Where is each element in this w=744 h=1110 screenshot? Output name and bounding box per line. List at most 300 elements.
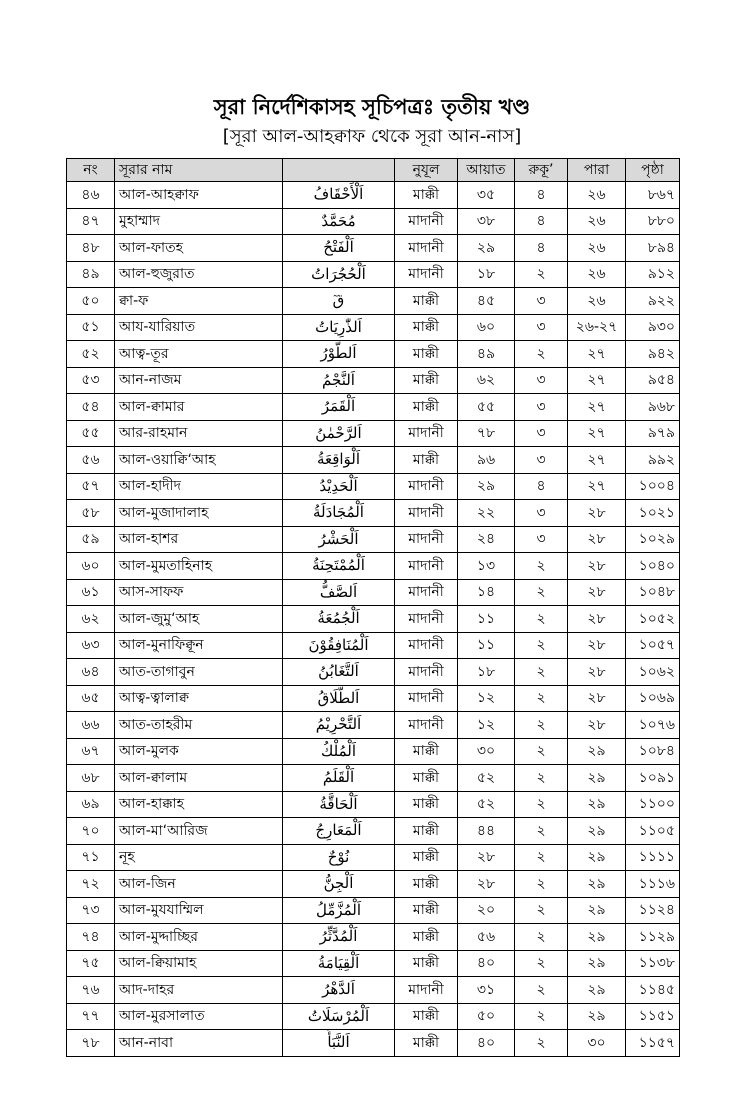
- ruku-count: ২: [515, 924, 568, 951]
- table-body: [67, 182, 680, 1057]
- surah-number: ৫২: [67, 341, 115, 368]
- surah-name: আল-ওয়াক্বি‘আহ: [115, 447, 283, 474]
- ayat-count: ১২: [458, 685, 515, 712]
- page-number: ১১৩৮: [626, 950, 680, 977]
- revelation-type: মাদানী: [395, 579, 458, 606]
- ayat-count: ৫২: [458, 765, 515, 792]
- ruku-count: ৪: [515, 182, 568, 209]
- table-row: [67, 818, 680, 845]
- ruku-count: ৩: [515, 526, 568, 553]
- surah-arabic-name: اَلصَّفُّ: [283, 579, 395, 606]
- surah-arabic-name: اَلرَّحْمٰنُ: [283, 420, 395, 447]
- table-row: [67, 1003, 680, 1030]
- surah-number: ৬৪: [67, 659, 115, 686]
- ayat-count: ১৮: [458, 261, 515, 288]
- surah-name: আল-মুজাদালাহ: [115, 500, 283, 527]
- table-row: [67, 1030, 680, 1057]
- ruku-count: ৩: [515, 420, 568, 447]
- ayat-count: ৬২: [458, 367, 515, 394]
- surah-name: আল-আহক্বাফ: [115, 182, 283, 209]
- ruku-count: ২: [515, 553, 568, 580]
- table-row: [67, 871, 680, 898]
- page-number: ১০৫৭: [626, 632, 680, 659]
- revelation-type: মাক্কী: [395, 1003, 458, 1030]
- surah-number: ৫৩: [67, 367, 115, 394]
- surah-name: আল-ক্বিয়ামাহ: [115, 950, 283, 977]
- para-number: ২৬: [568, 261, 626, 288]
- para-number: ২৬: [568, 288, 626, 315]
- revelation-type: মাদানী: [395, 685, 458, 712]
- revelation-type: মাক্কী: [395, 791, 458, 818]
- revelation-type: মাদানী: [395, 632, 458, 659]
- page-subtitle: [সূরা আল-আহক্বাফ থেকে সূরা আন-নাস]: [222, 126, 522, 147]
- ruku-count: ২: [515, 685, 568, 712]
- page-number: ১০২১: [626, 500, 680, 527]
- surah-index-table: [66, 158, 680, 1057]
- page-title: সূরা নির্দেশিকাসহ সূচিপত্রঃ তৃতীয় খণ্ড: [213, 95, 531, 119]
- revelation-type: মাক্কী: [395, 871, 458, 898]
- revelation-type: মাক্কী: [395, 818, 458, 845]
- ayat-count: ১৮: [458, 659, 515, 686]
- ruku-count: ২: [515, 606, 568, 633]
- para-number: ২৬: [568, 208, 626, 235]
- revelation-type: মাদানী: [395, 208, 458, 235]
- revelation-type: মাদানী: [395, 420, 458, 447]
- para-number: ২৮: [568, 579, 626, 606]
- para-number: ২৯: [568, 897, 626, 924]
- surah-number: ৭১: [67, 844, 115, 871]
- page-number: ১১১৬: [626, 871, 680, 898]
- surah-number: ৪৬: [67, 182, 115, 209]
- surah-number: ৫০: [67, 288, 115, 315]
- surah-arabic-name: اَلنَّبَأُ: [283, 1030, 395, 1057]
- table-row: [67, 526, 680, 553]
- surah-name: আদ-দাহর: [115, 977, 283, 1004]
- page-number: ৮৬৭: [626, 182, 680, 209]
- surah-arabic-name: اَلنَّجْمُ: [283, 367, 395, 394]
- table-header-row: [67, 159, 680, 182]
- surah-name: ক্বা-ফ: [115, 288, 283, 315]
- page-number: ৯১২: [626, 261, 680, 288]
- para-number: ২৭: [568, 367, 626, 394]
- surah-number: ৭২: [67, 871, 115, 898]
- surah-name: আল-ক্বামার: [115, 394, 283, 421]
- surah-arabic-name: اَلدَّهْرُ: [283, 977, 395, 1004]
- revelation-type: মাক্কী: [395, 844, 458, 871]
- surah-number: ৭৮: [67, 1030, 115, 1057]
- surah-number: ৫৭: [67, 473, 115, 500]
- table-row: [67, 606, 680, 633]
- surah-number: ৬০: [67, 553, 115, 580]
- surah-name: মুহাম্মাদ: [115, 208, 283, 235]
- surah-name: আল-জিন: [115, 871, 283, 898]
- page-number: ১১৫১: [626, 1003, 680, 1030]
- ruku-count: ২: [515, 871, 568, 898]
- table-row: [67, 950, 680, 977]
- table-row: [67, 367, 680, 394]
- para-number: ২৭: [568, 341, 626, 368]
- para-number: ২৭: [568, 447, 626, 474]
- ruku-count: ৩: [515, 500, 568, 527]
- surah-arabic-name: اَلْحَاقَّةُ: [283, 791, 395, 818]
- ruku-count: ২: [515, 1003, 568, 1030]
- ruku-count: ২: [515, 261, 568, 288]
- para-number: ২৮: [568, 553, 626, 580]
- surah-number: ৭৭: [67, 1003, 115, 1030]
- ayat-count: ৫৬: [458, 924, 515, 951]
- revelation-type: মাদানী: [395, 261, 458, 288]
- surah-arabic-name: اَلْحَدِيْدُ: [283, 473, 395, 500]
- para-number: ২৯: [568, 844, 626, 871]
- header-revelation: নুযূল: [395, 159, 458, 182]
- table-row: [67, 924, 680, 951]
- revelation-type: মাক্কী: [395, 182, 458, 209]
- para-number: ২৯: [568, 1003, 626, 1030]
- para-number: ২৯: [568, 871, 626, 898]
- surah-name: আল-হুজুরাত: [115, 261, 283, 288]
- ayat-count: ২৮: [458, 844, 515, 871]
- surah-number: ৪৭: [67, 208, 115, 235]
- surah-number: ৫৮: [67, 500, 115, 527]
- table-row: [67, 314, 680, 341]
- page-number: ১১০৫: [626, 818, 680, 845]
- surah-name: আস-সাফফ: [115, 579, 283, 606]
- table-row: [67, 447, 680, 474]
- ayat-count: ৩৮: [458, 208, 515, 235]
- revelation-type: মাক্কী: [395, 738, 458, 765]
- table-row: [67, 473, 680, 500]
- surah-arabic-name: اَلْمُمْتَحِنَةُ: [283, 553, 395, 580]
- surah-name: আল-জুমু‘আহ: [115, 606, 283, 633]
- ruku-count: ৩: [515, 367, 568, 394]
- table-row: [67, 579, 680, 606]
- surah-number: ৭৫: [67, 950, 115, 977]
- surah-arabic-name: اَلْفَتْحُ: [283, 235, 395, 262]
- ruku-count: ৩: [515, 314, 568, 341]
- surah-name: আল-ক্বালাম: [115, 765, 283, 792]
- surah-name: আন-নাজম: [115, 367, 283, 394]
- header-ruku: রুকূ’: [515, 159, 568, 182]
- ruku-count: ২: [515, 844, 568, 871]
- para-number: ২৮: [568, 632, 626, 659]
- header-para: পারা: [568, 159, 626, 182]
- surah-number: ৫৬: [67, 447, 115, 474]
- revelation-type: মাক্কী: [395, 394, 458, 421]
- ayat-count: ৩০: [458, 738, 515, 765]
- ayat-count: ৩৫: [458, 182, 515, 209]
- surah-arabic-name: اَلْمُجَادَلَةُ: [283, 500, 395, 527]
- page-number: ৯৪২: [626, 341, 680, 368]
- para-number: ২৯: [568, 924, 626, 951]
- surah-name: আল-মুদ্দাচ্ছির: [115, 924, 283, 951]
- surah-arabic-name: اَلْجِنُّ: [283, 871, 395, 898]
- surah-name: আল-হাক্কাহ: [115, 791, 283, 818]
- surah-arabic-name: اَلتَّغَابُنُ: [283, 659, 395, 686]
- ayat-count: ২৯: [458, 473, 515, 500]
- surah-number: ৫৪: [67, 394, 115, 421]
- revelation-type: মাদানী: [395, 659, 458, 686]
- ruku-count: ২: [515, 765, 568, 792]
- page-number: ৯৩০: [626, 314, 680, 341]
- surah-name: আল-হাশর: [115, 526, 283, 553]
- page-number: ১০৯১: [626, 765, 680, 792]
- surah-name: আল-মুনাফিক্বূন: [115, 632, 283, 659]
- page-number: ১০৮৪: [626, 738, 680, 765]
- table-row: [67, 659, 680, 686]
- ayat-count: ২৮: [458, 871, 515, 898]
- ruku-count: ২: [515, 791, 568, 818]
- page-number: ১০২৯: [626, 526, 680, 553]
- para-number: ২৮: [568, 606, 626, 633]
- revelation-type: মাক্কী: [395, 341, 458, 368]
- page-number: ১০৪০: [626, 553, 680, 580]
- ruku-count: ৪: [515, 473, 568, 500]
- page-number: ১১৪৫: [626, 977, 680, 1004]
- surah-name: আল-মুমতাহিনাহ: [115, 553, 283, 580]
- ayat-count: ৫০: [458, 1003, 515, 1030]
- surah-arabic-name: قٓ: [283, 288, 395, 315]
- surah-name: আল-ফাতহ: [115, 235, 283, 262]
- surah-name: আল-মুলক: [115, 738, 283, 765]
- ayat-count: ৪০: [458, 950, 515, 977]
- revelation-type: মাদানী: [395, 473, 458, 500]
- ayat-count: ১২: [458, 712, 515, 739]
- page-number: ১১২৯: [626, 924, 680, 951]
- surah-arabic-name: اَلطَّلَاقُ: [283, 685, 395, 712]
- header-page: পৃষ্ঠা: [626, 159, 680, 182]
- page-number: ৯৯২: [626, 447, 680, 474]
- ayat-count: ৪৫: [458, 288, 515, 315]
- ayat-count: ১১: [458, 632, 515, 659]
- surah-number: ৫৯: [67, 526, 115, 553]
- ruku-count: ২: [515, 659, 568, 686]
- ayat-count: ৫৫: [458, 394, 515, 421]
- ayat-count: ৩১: [458, 977, 515, 1004]
- surah-arabic-name: اَلْمُدَّثِّرُ: [283, 924, 395, 951]
- surah-name: আল-মুযযাম্মিল: [115, 897, 283, 924]
- ayat-count: ৪৪: [458, 818, 515, 845]
- table-row: [67, 844, 680, 871]
- surah-arabic-name: اَلْمَعَارِجُ: [283, 818, 395, 845]
- surah-number: ৭৪: [67, 924, 115, 951]
- surah-name: আত্ব-ত্বালাক্ব: [115, 685, 283, 712]
- surah-name: আত-তাহরীম: [115, 712, 283, 739]
- ayat-count: ১৩: [458, 553, 515, 580]
- surah-arabic-name: اَلْمُنَافِقُوْنَ: [283, 632, 395, 659]
- para-number: ২৮: [568, 712, 626, 739]
- para-number: ২৮: [568, 685, 626, 712]
- page-number: ৯২২: [626, 288, 680, 315]
- page-number: ১০৬৯: [626, 685, 680, 712]
- surah-number: ৭৩: [67, 897, 115, 924]
- para-number: ২৬-২৭: [568, 314, 626, 341]
- surah-arabic-name: اَلْأَحْقَافُ: [283, 182, 395, 209]
- surah-number: ৬৩: [67, 632, 115, 659]
- surah-name: নূহ: [115, 844, 283, 871]
- ruku-count: ২: [515, 950, 568, 977]
- revelation-type: মাক্কী: [395, 897, 458, 924]
- ruku-count: ৩: [515, 447, 568, 474]
- surah-name: আল-হাদীদ: [115, 473, 283, 500]
- para-number: ২৯: [568, 791, 626, 818]
- page-number: ৮৮০: [626, 208, 680, 235]
- ayat-count: ২৯: [458, 235, 515, 262]
- surah-arabic-name: اَلتَّحْرِيْمُ: [283, 712, 395, 739]
- para-number: ২৭: [568, 473, 626, 500]
- revelation-type: মাক্কী: [395, 950, 458, 977]
- header-name: সূরার নাম: [115, 159, 283, 182]
- surah-name: আত্ব-তূর: [115, 341, 283, 368]
- header-num: নং: [67, 159, 115, 182]
- page-number: ১০৭৬: [626, 712, 680, 739]
- table-row: [67, 632, 680, 659]
- para-number: ২৬: [568, 182, 626, 209]
- page-number: ১১২৪: [626, 897, 680, 924]
- ruku-count: ২: [515, 818, 568, 845]
- revelation-type: মাদানী: [395, 606, 458, 633]
- table-row: [67, 977, 680, 1004]
- ruku-count: ২: [515, 897, 568, 924]
- ruku-count: ৩: [515, 394, 568, 421]
- surah-name: আত-তাগাবুন: [115, 659, 283, 686]
- ruku-count: ২: [515, 977, 568, 1004]
- ayat-count: ২২: [458, 500, 515, 527]
- surah-arabic-name: اَلْجُمُعَةُ: [283, 606, 395, 633]
- surah-number: ৭৬: [67, 977, 115, 1004]
- header-ayat: আয়াত: [458, 159, 515, 182]
- surah-number: ৪৯: [67, 261, 115, 288]
- para-number: ৩০: [568, 1030, 626, 1057]
- para-number: ২৭: [568, 420, 626, 447]
- ruku-count: ২: [515, 632, 568, 659]
- table-row: [67, 712, 680, 739]
- table-row: [67, 791, 680, 818]
- surah-number: ৬৬: [67, 712, 115, 739]
- table-row: [67, 897, 680, 924]
- para-number: ২৭: [568, 394, 626, 421]
- ruku-count: ২: [515, 341, 568, 368]
- surah-number: ৬২: [67, 606, 115, 633]
- table-row: [67, 765, 680, 792]
- ayat-count: ৬০: [458, 314, 515, 341]
- surah-arabic-name: اَلْقِيَامَةُ: [283, 950, 395, 977]
- ayat-count: ২৪: [458, 526, 515, 553]
- page-number: ১০০৪: [626, 473, 680, 500]
- ayat-count: ৪৯: [458, 341, 515, 368]
- para-number: ২৯: [568, 765, 626, 792]
- page-number: ৯৭৯: [626, 420, 680, 447]
- surah-arabic-name: اَلطُّوْرُ: [283, 341, 395, 368]
- ayat-count: ১৪: [458, 579, 515, 606]
- surah-name: আল-মা‘আরিজ: [115, 818, 283, 845]
- ruku-count: ২: [515, 738, 568, 765]
- page-number: ১০৫২: [626, 606, 680, 633]
- surah-arabic-name: اَلْمُرْسَلَاتُ: [283, 1003, 395, 1030]
- page-number: ১০৪৮: [626, 579, 680, 606]
- revelation-type: মাদানী: [395, 500, 458, 527]
- ayat-count: ৯৬: [458, 447, 515, 474]
- page-number: ৮৯৪: [626, 235, 680, 262]
- page-number: ১০৬২: [626, 659, 680, 686]
- surah-arabic-name: نُوْحٌ: [283, 844, 395, 871]
- ayat-count: ৫২: [458, 791, 515, 818]
- page-number: ১১১১: [626, 844, 680, 871]
- surah-arabic-name: اَلْقَمَرُ: [283, 394, 395, 421]
- para-number: ২৯: [568, 818, 626, 845]
- surah-number: ৬৮: [67, 765, 115, 792]
- surah-arabic-name: اَلْحُجُرَاتُ: [283, 261, 395, 288]
- revelation-type: মাক্কী: [395, 367, 458, 394]
- table-row: [67, 394, 680, 421]
- revelation-type: মাক্কী: [395, 765, 458, 792]
- surah-name: আর-রাহমান: [115, 420, 283, 447]
- surah-arabic-name: اَلْمُزَّمِّلُ: [283, 897, 395, 924]
- para-number: ২৯: [568, 950, 626, 977]
- revelation-type: মাদানী: [395, 235, 458, 262]
- surah-number: ৭০: [67, 818, 115, 845]
- ayat-count: ৪০: [458, 1030, 515, 1057]
- table-row: [67, 500, 680, 527]
- surah-number: ৪৮: [67, 235, 115, 262]
- surah-arabic-name: اَلْمُلْكُ: [283, 738, 395, 765]
- para-number: ২৮: [568, 526, 626, 553]
- surah-number: ৬১: [67, 579, 115, 606]
- para-number: ২৯: [568, 977, 626, 1004]
- page-number: ১১৫৭: [626, 1030, 680, 1057]
- surah-number: ৫১: [67, 314, 115, 341]
- table-row: [67, 553, 680, 580]
- ruku-count: ৪: [515, 208, 568, 235]
- revelation-type: মাক্কী: [395, 447, 458, 474]
- ruku-count: ২: [515, 1030, 568, 1057]
- table-row: [67, 208, 680, 235]
- page-number: ৯৬৮: [626, 394, 680, 421]
- surah-name: আয-যারিয়াত: [115, 314, 283, 341]
- page-number: ৯৫৪: [626, 367, 680, 394]
- table-row: [67, 288, 680, 315]
- surah-arabic-name: اَلْوَاقِعَةُ: [283, 447, 395, 474]
- surah-number: ৬৫: [67, 685, 115, 712]
- revelation-type: মাক্কী: [395, 288, 458, 315]
- revelation-type: মাক্কী: [395, 314, 458, 341]
- revelation-type: মাদানী: [395, 977, 458, 1004]
- para-number: ২৬: [568, 235, 626, 262]
- surah-arabic-name: اَلْقَلَمُ: [283, 765, 395, 792]
- revelation-type: মাক্কী: [395, 924, 458, 951]
- ruku-count: ২: [515, 579, 568, 606]
- surah-number: ৬৭: [67, 738, 115, 765]
- ayat-count: ২০: [458, 897, 515, 924]
- surah-name: আল-মুরসালাত: [115, 1003, 283, 1030]
- table-row: [67, 420, 680, 447]
- surah-arabic-name: اَلْحَشْرُ: [283, 526, 395, 553]
- ruku-count: ৩: [515, 288, 568, 315]
- revelation-type: মাদানী: [395, 712, 458, 739]
- table-row: [67, 261, 680, 288]
- revelation-type: মাক্কী: [395, 1030, 458, 1057]
- ruku-count: ৪: [515, 235, 568, 262]
- surah-number: ৬৯: [67, 791, 115, 818]
- para-number: ২৮: [568, 500, 626, 527]
- revelation-type: মাদানী: [395, 553, 458, 580]
- para-number: ২৮: [568, 659, 626, 686]
- table-row: [67, 685, 680, 712]
- table-row: [67, 738, 680, 765]
- ayat-count: ১১: [458, 606, 515, 633]
- table-row: [67, 182, 680, 209]
- revelation-type: মাদানী: [395, 526, 458, 553]
- surah-arabic-name: اَلذّٰرِيَاتُ: [283, 314, 395, 341]
